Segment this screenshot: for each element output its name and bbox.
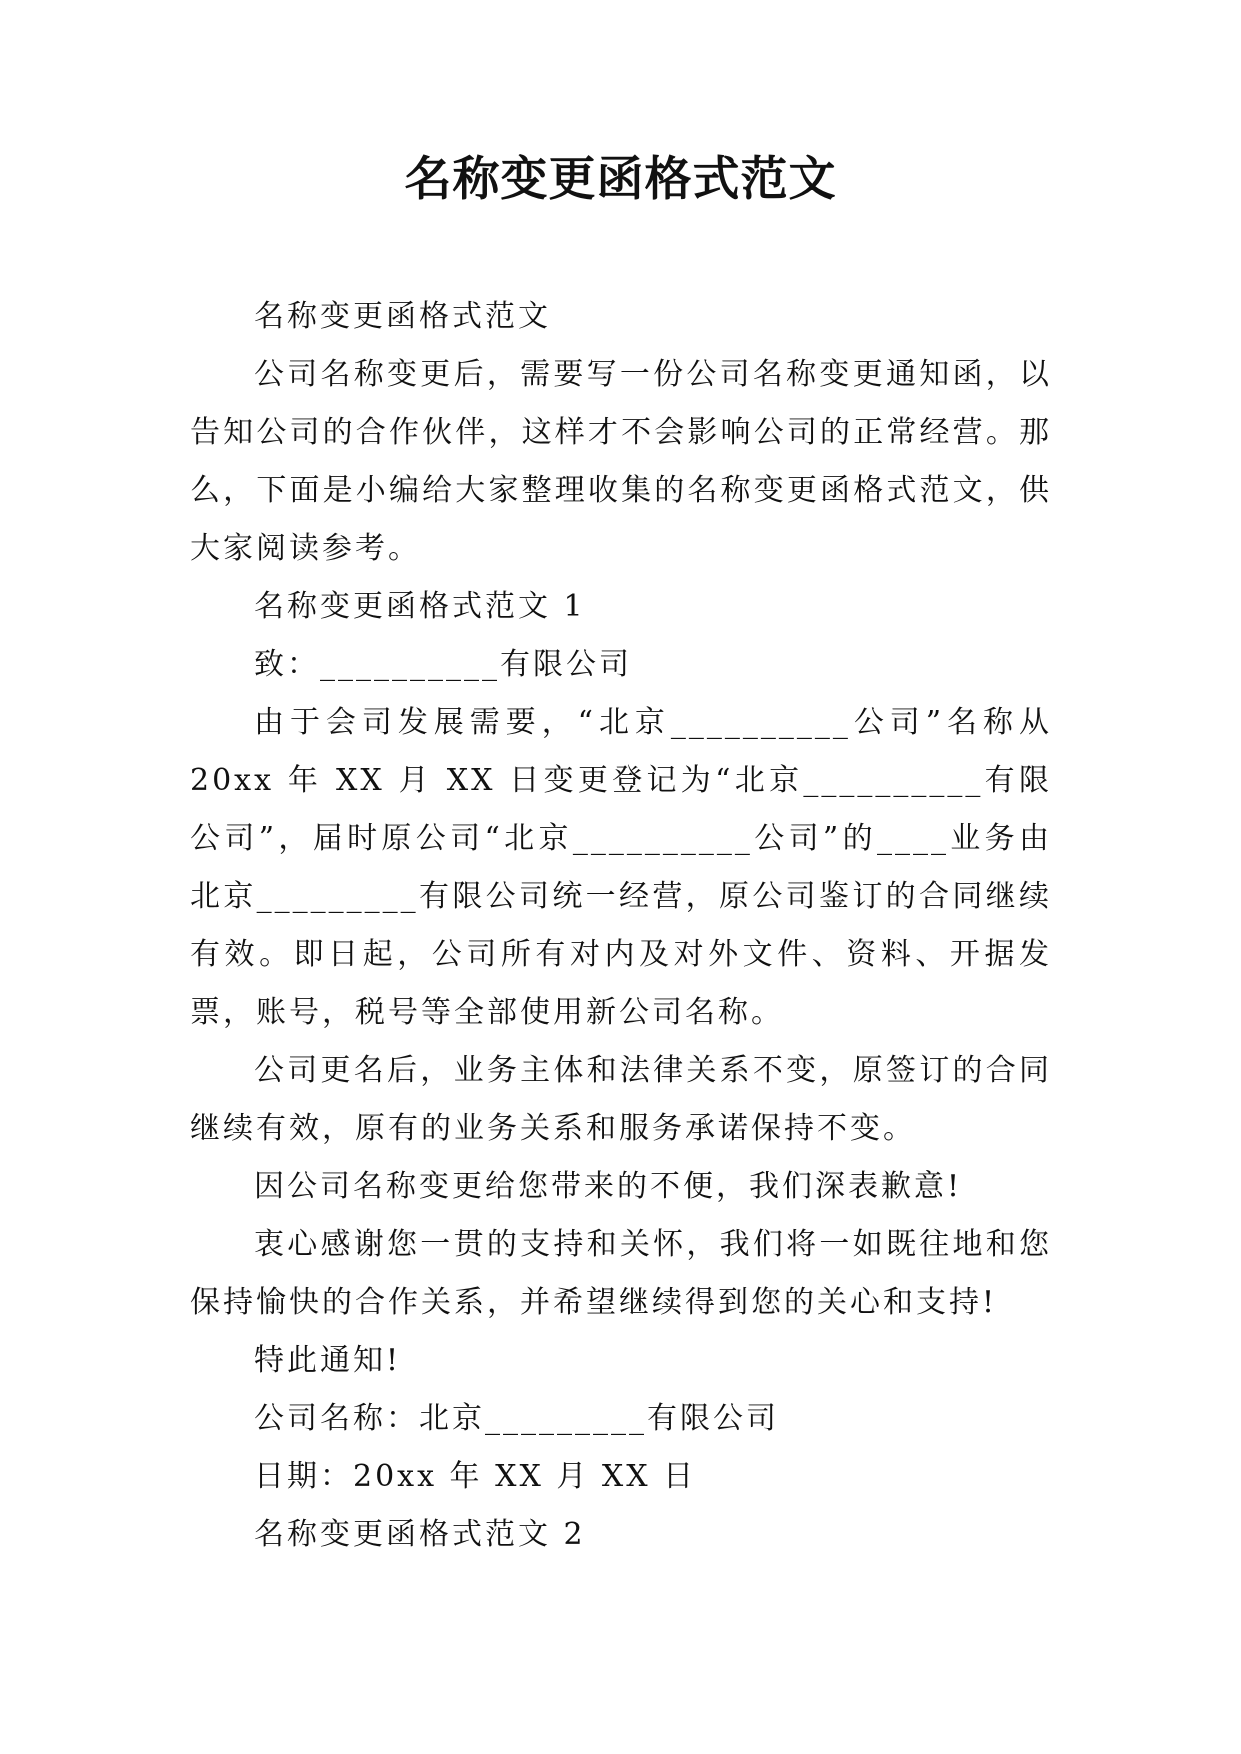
date-line: 日期：20xx 年 XX 月 XX 日 xyxy=(254,1459,697,1494)
paragraph-apology: 因公司名称变更给您带来的不便，我们深表歉意! xyxy=(254,1169,963,1204)
paragraph-intro: 公司名称变更后，需要写一份公司名称变更通知函，以告知公司的合作伙伴，这样才不会影响公司的正常经营。那么，下面是小编给大家整理收集的名称变更函格式范文，供大家阅读参考。 xyxy=(190,357,1052,566)
paragraph-change-notice: 由于会司发展需要，“北京__________公司”名称从20xx 年 XX 月 XX 日变更登记为“北京__________有限公司”，届时原公司“北京__________公司”的____业务由北京_________有限公司统一经营，原公司鉴订的合同继续有效。即日起，公司所有对内及对外文件、资料、开据发票，账号，税号等全部使用新公司名称。 xyxy=(190,705,1052,1030)
document-title: 名称变更函格式范文 xyxy=(404,152,837,207)
paragraph-legal-relationship: 公司更名后，业务主体和法律关系不变，原签订的合同继续有效，原有的业务关系和服务承诺保持不变。 xyxy=(190,1053,1052,1146)
section-heading-1: 名称变更函格式范文 1 xyxy=(254,589,586,624)
paragraph-notice-closing: 特此通知! xyxy=(254,1343,402,1378)
paragraph-heading: 名称变更函格式范文 xyxy=(254,299,551,334)
document-body xyxy=(190,288,1052,1564)
recipient-line: 致：__________有限公司 xyxy=(254,647,632,682)
paragraph-thanks: 衷心感谢您一贯的支持和关怀，我们将一如既往地和您保持愉快的合作关系，并希望继续得到您的关心和支持! xyxy=(190,1227,1052,1320)
company-name-line: 公司名称：北京_________有限公司 xyxy=(254,1401,779,1436)
section-heading-2: 名称变更函格式范文 2 xyxy=(254,1517,586,1552)
